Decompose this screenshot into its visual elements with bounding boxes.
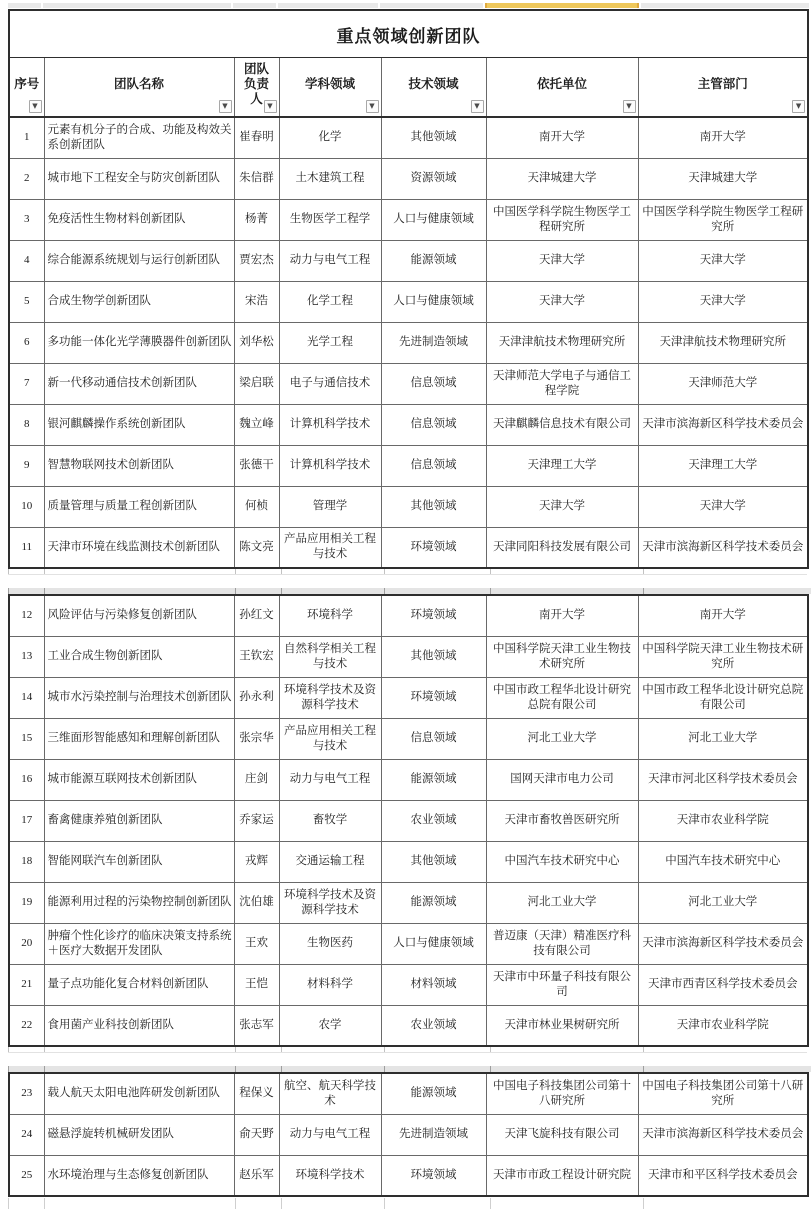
page-title: 重点领域创新团队 — [9, 10, 808, 58]
cell-discipline: 化学 — [279, 117, 381, 158]
column-header-team-name — [44, 58, 234, 118]
cell-fragment — [385, 569, 491, 574]
cell-leader: 宋浩 — [234, 281, 279, 322]
cell-no: 12 — [9, 595, 44, 636]
cell-dept: 天津城建大学 — [638, 158, 808, 199]
cell-dept: 中国汽车技术研究中心 — [638, 841, 808, 882]
cell-name: 食用菌产业科技创新团队 — [44, 1005, 234, 1046]
cell-tech: 先进制造领域 — [381, 1114, 486, 1155]
cell-no: 23 — [9, 1073, 44, 1114]
cell-discipline: 自然科学相关工程与技术 — [279, 636, 381, 677]
cell-leader: 孙红文 — [234, 595, 279, 636]
cell-dept: 天津市滨海新区科学技术委员会 — [638, 1114, 808, 1155]
chevron-down-icon: ▼ — [626, 102, 632, 110]
cell-tech: 其他领域 — [381, 636, 486, 677]
table-row — [9, 800, 808, 841]
cell-tech: 环境领域 — [381, 677, 486, 718]
cell-name: 风险评估与污染修复创新团队 — [44, 595, 234, 636]
cell-discipline: 材料科学 — [279, 964, 381, 1005]
cell-leader: 庄剑 — [234, 759, 279, 800]
column-header-label: 团队负责人 — [243, 61, 269, 106]
cell-fragment — [644, 588, 811, 594]
cell-name: 水环境治理与生态修复创新团队 — [44, 1155, 234, 1196]
block-gap — [8, 1047, 807, 1072]
cell-unit: 天津师范大学电子与通信工程学院 — [486, 363, 638, 404]
cell-fragment — [45, 1198, 236, 1209]
cell-leader: 何桢 — [234, 486, 279, 527]
column-header-label: 序号 — [14, 76, 40, 91]
table-row — [9, 964, 808, 1005]
cell-no: 25 — [9, 1155, 44, 1196]
cell-unit: 天津城建大学 — [486, 158, 638, 199]
cell-discipline: 航空、航天科学技术 — [279, 1073, 381, 1114]
cell-leader: 崔春明 — [234, 117, 279, 158]
cell-unit: 天津市林业果树研究所 — [486, 1005, 638, 1046]
cell-dept: 天津大学 — [638, 240, 808, 281]
cell-fragment — [8, 588, 45, 594]
cell-fragment — [491, 1198, 644, 1209]
cell-unit: 天津大学 — [486, 486, 638, 527]
cell-tech: 资源领域 — [381, 158, 486, 199]
cell-dept: 中国科学院天津工业生物技术研究所 — [638, 636, 808, 677]
cell-leader: 张志军 — [234, 1005, 279, 1046]
table-row — [9, 240, 808, 281]
filter-dropdown-button[interactable] — [264, 100, 277, 113]
cell-unit: 中国市政工程华北设计研究总院有限公司 — [486, 677, 638, 718]
cell-no: 8 — [9, 404, 44, 445]
cell-discipline: 交通运输工程 — [279, 841, 381, 882]
cell-fragment — [45, 1047, 236, 1052]
cell-fragment — [282, 588, 385, 594]
cell-fragment — [380, 3, 483, 8]
table-block-3 — [8, 1072, 809, 1197]
cell-tech: 农业领域 — [381, 1005, 486, 1046]
cell-fragment — [385, 1047, 491, 1052]
cell-no: 14 — [9, 677, 44, 718]
cell-tech: 人口与健康领域 — [381, 281, 486, 322]
cell-name: 三维面形智能感知和理解创新团队 — [44, 718, 234, 759]
cell-discipline: 动力与电气工程 — [279, 759, 381, 800]
cell-name: 新一代移动通信技术创新团队 — [44, 363, 234, 404]
cell-discipline: 电子与通信技术 — [279, 363, 381, 404]
highlighted-cell-fragment — [485, 3, 639, 8]
cell-discipline: 土木建筑工程 — [279, 158, 381, 199]
cell-no: 22 — [9, 1005, 44, 1046]
table-row — [9, 1073, 808, 1114]
cell-dept: 天津理工大学 — [638, 445, 808, 486]
cell-leader: 王恺 — [234, 964, 279, 1005]
filter-dropdown-button[interactable] — [623, 100, 636, 113]
cell-tech: 信息领域 — [381, 445, 486, 486]
column-header-label: 依托单位 — [536, 76, 587, 91]
cell-leader: 赵乐军 — [234, 1155, 279, 1196]
cell-tech: 农业领域 — [381, 800, 486, 841]
table-row — [9, 199, 808, 240]
cell-name: 畜禽健康养殖创新团队 — [44, 800, 234, 841]
gap-spacer — [8, 575, 807, 588]
cell-leader: 魏立峰 — [234, 404, 279, 445]
cell-tech: 能源领域 — [381, 240, 486, 281]
cell-discipline: 产品应用相关工程与技术 — [279, 718, 381, 759]
table-row — [9, 117, 808, 158]
cell-tech: 其他领域 — [381, 486, 486, 527]
cell-leader: 朱信群 — [234, 158, 279, 199]
chevron-down-icon: ▼ — [795, 102, 802, 110]
cell-name: 免疫活性生物材料创新团队 — [44, 199, 234, 240]
filter-dropdown-button[interactable] — [29, 100, 42, 113]
cell-tech: 材料领域 — [381, 964, 486, 1005]
chevron-down-icon: ▼ — [369, 102, 375, 110]
cell-fragment — [45, 588, 236, 594]
cell-discipline: 计算机科学技术 — [279, 445, 381, 486]
block-gap — [8, 569, 807, 594]
cell-leader: 王钦宏 — [234, 636, 279, 677]
cell-discipline: 计算机科学技术 — [279, 404, 381, 445]
cell-fragment — [385, 588, 491, 594]
cell-name: 智能网联汽车创新团队 — [44, 841, 234, 882]
chevron-down-icon: ▼ — [222, 102, 228, 110]
table-row — [9, 527, 808, 568]
cell-fragment — [491, 1066, 644, 1072]
cell-fragment — [491, 1047, 644, 1052]
column-header-unit — [486, 58, 638, 118]
cell-unit: 天津大学 — [486, 281, 638, 322]
cell-discipline: 生物医药 — [279, 923, 381, 964]
column-header-label: 团队名称 — [113, 76, 164, 91]
column-header-leader — [234, 58, 279, 118]
chevron-down-icon: ▼ — [474, 102, 480, 110]
cell-unit: 天津市市政工程设计研究院 — [486, 1155, 638, 1196]
cell-unit: 普迈康（天津）精准医疗科技有限公司 — [486, 923, 638, 964]
cell-leader: 梁启联 — [234, 363, 279, 404]
cell-fragment — [491, 569, 644, 574]
chevron-down-icon: ▼ — [32, 102, 38, 110]
cell-dept: 天津市滨海新区科学技术委员会 — [638, 404, 808, 445]
cell-fragment — [644, 1198, 811, 1209]
cell-name: 城市能源互联网技术创新团队 — [44, 759, 234, 800]
cell-tech: 能源领域 — [381, 1073, 486, 1114]
cell-tech: 其他领域 — [381, 841, 486, 882]
cell-tech: 其他领域 — [381, 117, 486, 158]
cell-fragment — [282, 569, 385, 574]
table-row — [9, 445, 808, 486]
cell-name: 肿瘤个性化诊疗的临床决策支持系统＋医疗大数据开发团队 — [44, 923, 234, 964]
cell-no: 3 — [9, 199, 44, 240]
cell-fragment — [644, 1066, 811, 1072]
cell-discipline: 产品应用相关工程与技术 — [279, 527, 381, 568]
cell-unit: 天津麒麟信息技术有限公司 — [486, 404, 638, 445]
column-header-label: 学科领域 — [304, 76, 355, 91]
table-block-2 — [8, 594, 809, 1047]
header-row — [9, 58, 808, 118]
table-row — [9, 759, 808, 800]
cell-leader: 乔家运 — [234, 800, 279, 841]
cell-fragment — [236, 1066, 282, 1072]
cell-leader: 王欢 — [234, 923, 279, 964]
cell-no: 17 — [9, 800, 44, 841]
cell-no: 21 — [9, 964, 44, 1005]
cell-fragment — [236, 569, 282, 574]
cell-tech: 人口与健康领域 — [381, 923, 486, 964]
column-header-label: 主管部门 — [697, 76, 748, 91]
cell-discipline: 动力与电气工程 — [279, 1114, 381, 1155]
cell-dept: 天津市农业科学院 — [638, 1005, 808, 1046]
cell-unit: 天津同阳科技发展有限公司 — [486, 527, 638, 568]
cell-dept: 南开大学 — [638, 595, 808, 636]
table-row — [9, 718, 808, 759]
table-row — [9, 636, 808, 677]
cell-dept: 中国医学科学院生物医学工程研究所 — [638, 199, 808, 240]
cell-dept: 天津大学 — [638, 281, 808, 322]
cell-no: 6 — [9, 322, 44, 363]
cell-tech: 先进制造领域 — [381, 322, 486, 363]
cell-discipline: 环境科学技术及资源科学技术 — [279, 677, 381, 718]
cell-fragment — [236, 1047, 282, 1052]
cell-no: 1 — [9, 117, 44, 158]
cell-fragment — [385, 1066, 491, 1072]
cell-fragment — [644, 569, 811, 574]
cutoff-row-top — [8, 3, 807, 8]
cell-unit: 河北工业大学 — [486, 718, 638, 759]
cell-leader: 贾宏杰 — [234, 240, 279, 281]
cell-no: 4 — [9, 240, 44, 281]
cell-fragment — [43, 3, 231, 8]
cell-fragment — [8, 1066, 45, 1072]
cell-unit: 天津理工大学 — [486, 445, 638, 486]
cell-dept: 天津市农业科学院 — [638, 800, 808, 841]
filter-dropdown-button[interactable] — [366, 100, 379, 113]
cell-fragment — [644, 1047, 811, 1052]
column-header-dept — [638, 58, 808, 118]
cell-dept: 天津市和平区科学技术委员会 — [638, 1155, 808, 1196]
cell-tech: 环境领域 — [381, 527, 486, 568]
cell-no: 16 — [9, 759, 44, 800]
table-row — [9, 281, 808, 322]
cell-discipline: 生物医学工程学 — [279, 199, 381, 240]
cell-no: 10 — [9, 486, 44, 527]
cell-tech: 信息领域 — [381, 404, 486, 445]
cell-unit: 中国科学院天津工业生物技术研究所 — [486, 636, 638, 677]
cell-fragment — [233, 3, 276, 8]
cell-fragment — [236, 588, 282, 594]
cell-unit: 中国电子科技集团公司第十八研究所 — [486, 1073, 638, 1114]
cell-unit: 南开大学 — [486, 117, 638, 158]
table-row — [9, 923, 808, 964]
table-block-1 — [8, 9, 809, 569]
cell-fragment — [8, 1047, 45, 1052]
cell-dept: 河北工业大学 — [638, 718, 808, 759]
cell-tech: 环境领域 — [381, 1155, 486, 1196]
cell-dept: 天津师范大学 — [638, 363, 808, 404]
cell-name: 银河麒麟操作系统创新团队 — [44, 404, 234, 445]
cell-dept: 天津大学 — [638, 486, 808, 527]
filter-dropdown-button[interactable] — [219, 100, 232, 113]
table-row — [9, 1114, 808, 1155]
cell-name: 合成生物学创新团队 — [44, 281, 234, 322]
cell-no: 15 — [9, 718, 44, 759]
cell-dept: 天津市滨海新区科学技术委员会 — [638, 527, 808, 568]
chevron-down-icon: ▼ — [267, 102, 273, 110]
column-header-label: 技术领域 — [408, 76, 459, 91]
cell-discipline: 环境科学技术及资源科学技术 — [279, 882, 381, 923]
cell-no: 11 — [9, 527, 44, 568]
table-row — [9, 841, 808, 882]
cell-fragment — [278, 3, 378, 8]
cell-name: 元素有机分子的合成、功能及构效关系创新团队 — [44, 117, 234, 158]
cell-leader: 沈伯雄 — [234, 882, 279, 923]
cell-leader: 张德干 — [234, 445, 279, 486]
table-row — [9, 1155, 808, 1196]
cell-fragment — [282, 1066, 385, 1072]
cell-dept: 天津市西青区科学技术委员会 — [638, 964, 808, 1005]
cell-no: 18 — [9, 841, 44, 882]
table-row — [9, 595, 808, 636]
filter-dropdown-button[interactable] — [471, 100, 484, 113]
cell-unit: 天津市畜牧兽医研究所 — [486, 800, 638, 841]
cell-tech: 人口与健康领域 — [381, 199, 486, 240]
cell-discipline: 畜牧学 — [279, 800, 381, 841]
cell-name: 多功能一体化光学薄膜器件创新团队 — [44, 322, 234, 363]
cell-no: 5 — [9, 281, 44, 322]
cell-tech: 信息领域 — [381, 363, 486, 404]
cell-dept: 天津津航技术物理研究所 — [638, 322, 808, 363]
cell-dept: 天津市滨海新区科学技术委员会 — [638, 923, 808, 964]
cell-dept: 南开大学 — [638, 117, 808, 158]
cell-name: 天津市环境在线监测技术创新团队 — [44, 527, 234, 568]
cell-dept: 天津市河北区科学技术委员会 — [638, 759, 808, 800]
table-row — [9, 363, 808, 404]
cutoff-row-bottom — [8, 1198, 807, 1209]
cell-fragment — [45, 569, 236, 574]
cell-no: 2 — [9, 158, 44, 199]
cell-fragment — [8, 3, 41, 8]
cell-unit: 中国汽车技术研究中心 — [486, 841, 638, 882]
cell-name: 量子点功能化复合材料创新团队 — [44, 964, 234, 1005]
cell-leader: 张宗华 — [234, 718, 279, 759]
cell-discipline: 环境科学 — [279, 595, 381, 636]
table-row — [9, 1005, 808, 1046]
cell-discipline: 农学 — [279, 1005, 381, 1046]
table-row — [9, 486, 808, 527]
cell-leader: 俞天野 — [234, 1114, 279, 1155]
cell-no: 9 — [9, 445, 44, 486]
filter-dropdown-button[interactable] — [792, 100, 805, 113]
column-header-tech-field — [381, 58, 486, 118]
table-row — [9, 677, 808, 718]
cell-tech: 能源领域 — [381, 759, 486, 800]
cell-fragment — [282, 1047, 385, 1052]
table-row — [9, 882, 808, 923]
cell-unit: 中国医学科学院生物医学工程研究所 — [486, 199, 638, 240]
cell-no: 7 — [9, 363, 44, 404]
cell-name: 城市地下工程安全与防灾创新团队 — [44, 158, 234, 199]
cell-fragment — [8, 1198, 45, 1209]
cutoff-row-fragment — [8, 588, 807, 594]
table-row — [9, 322, 808, 363]
cell-unit: 天津大学 — [486, 240, 638, 281]
cell-name: 磁悬浮旋转机械研发团队 — [44, 1114, 234, 1155]
table-row — [9, 158, 808, 199]
cell-unit: 国网天津市电力公司 — [486, 759, 638, 800]
cell-dept: 中国市政工程华北设计研究总院有限公司 — [638, 677, 808, 718]
cell-unit: 天津津航技术物理研究所 — [486, 322, 638, 363]
cell-fragment — [385, 1198, 491, 1209]
gap-spacer — [8, 1053, 807, 1066]
cell-leader: 刘华松 — [234, 322, 279, 363]
cutoff-row-fragment — [8, 1066, 807, 1072]
column-header-no — [9, 58, 44, 118]
title-row — [9, 10, 808, 58]
cell-no: 20 — [9, 923, 44, 964]
cell-no: 19 — [9, 882, 44, 923]
cell-discipline: 动力与电气工程 — [279, 240, 381, 281]
cell-unit: 天津市中环量子科技有限公司 — [486, 964, 638, 1005]
table-row — [9, 404, 808, 445]
column-header-discipline — [279, 58, 381, 118]
cell-leader: 孙永利 — [234, 677, 279, 718]
cell-leader: 陈文亮 — [234, 527, 279, 568]
cell-name: 载人航天太阳电池阵研发创新团队 — [44, 1073, 234, 1114]
cell-name: 工业合成生物创新团队 — [44, 636, 234, 677]
cell-leader: 杨菁 — [234, 199, 279, 240]
cell-fragment — [641, 3, 809, 8]
cell-name: 智慧物联网技术创新团队 — [44, 445, 234, 486]
cell-unit: 南开大学 — [486, 595, 638, 636]
cell-name: 综合能源系统规划与运行创新团队 — [44, 240, 234, 281]
cell-name: 质量管理与质量工程创新团队 — [44, 486, 234, 527]
cell-dept: 中国电子科技集团公司第十八研究所 — [638, 1073, 808, 1114]
cell-no: 24 — [9, 1114, 44, 1155]
cell-discipline: 管理学 — [279, 486, 381, 527]
cell-name: 能源利用过程的污染物控制创新团队 — [44, 882, 234, 923]
cell-tech: 能源领域 — [381, 882, 486, 923]
cell-fragment — [491, 588, 644, 594]
cell-dept: 河北工业大学 — [638, 882, 808, 923]
cell-leader: 程保义 — [234, 1073, 279, 1114]
cell-fragment — [282, 1198, 385, 1209]
cell-tech: 环境领域 — [381, 595, 486, 636]
cell-fragment — [45, 1066, 236, 1072]
cell-fragment — [236, 1198, 282, 1209]
cell-tech: 信息领域 — [381, 718, 486, 759]
cell-discipline: 化学工程 — [279, 281, 381, 322]
cell-no: 13 — [9, 636, 44, 677]
cell-name: 城市水污染控制与治理技术创新团队 — [44, 677, 234, 718]
cell-leader: 戎辉 — [234, 841, 279, 882]
cell-unit: 河北工业大学 — [486, 882, 638, 923]
cell-unit: 天津飞旋科技有限公司 — [486, 1114, 638, 1155]
cell-discipline: 环境科学技术 — [279, 1155, 381, 1196]
cell-fragment — [8, 569, 45, 574]
cell-discipline: 光学工程 — [279, 322, 381, 363]
